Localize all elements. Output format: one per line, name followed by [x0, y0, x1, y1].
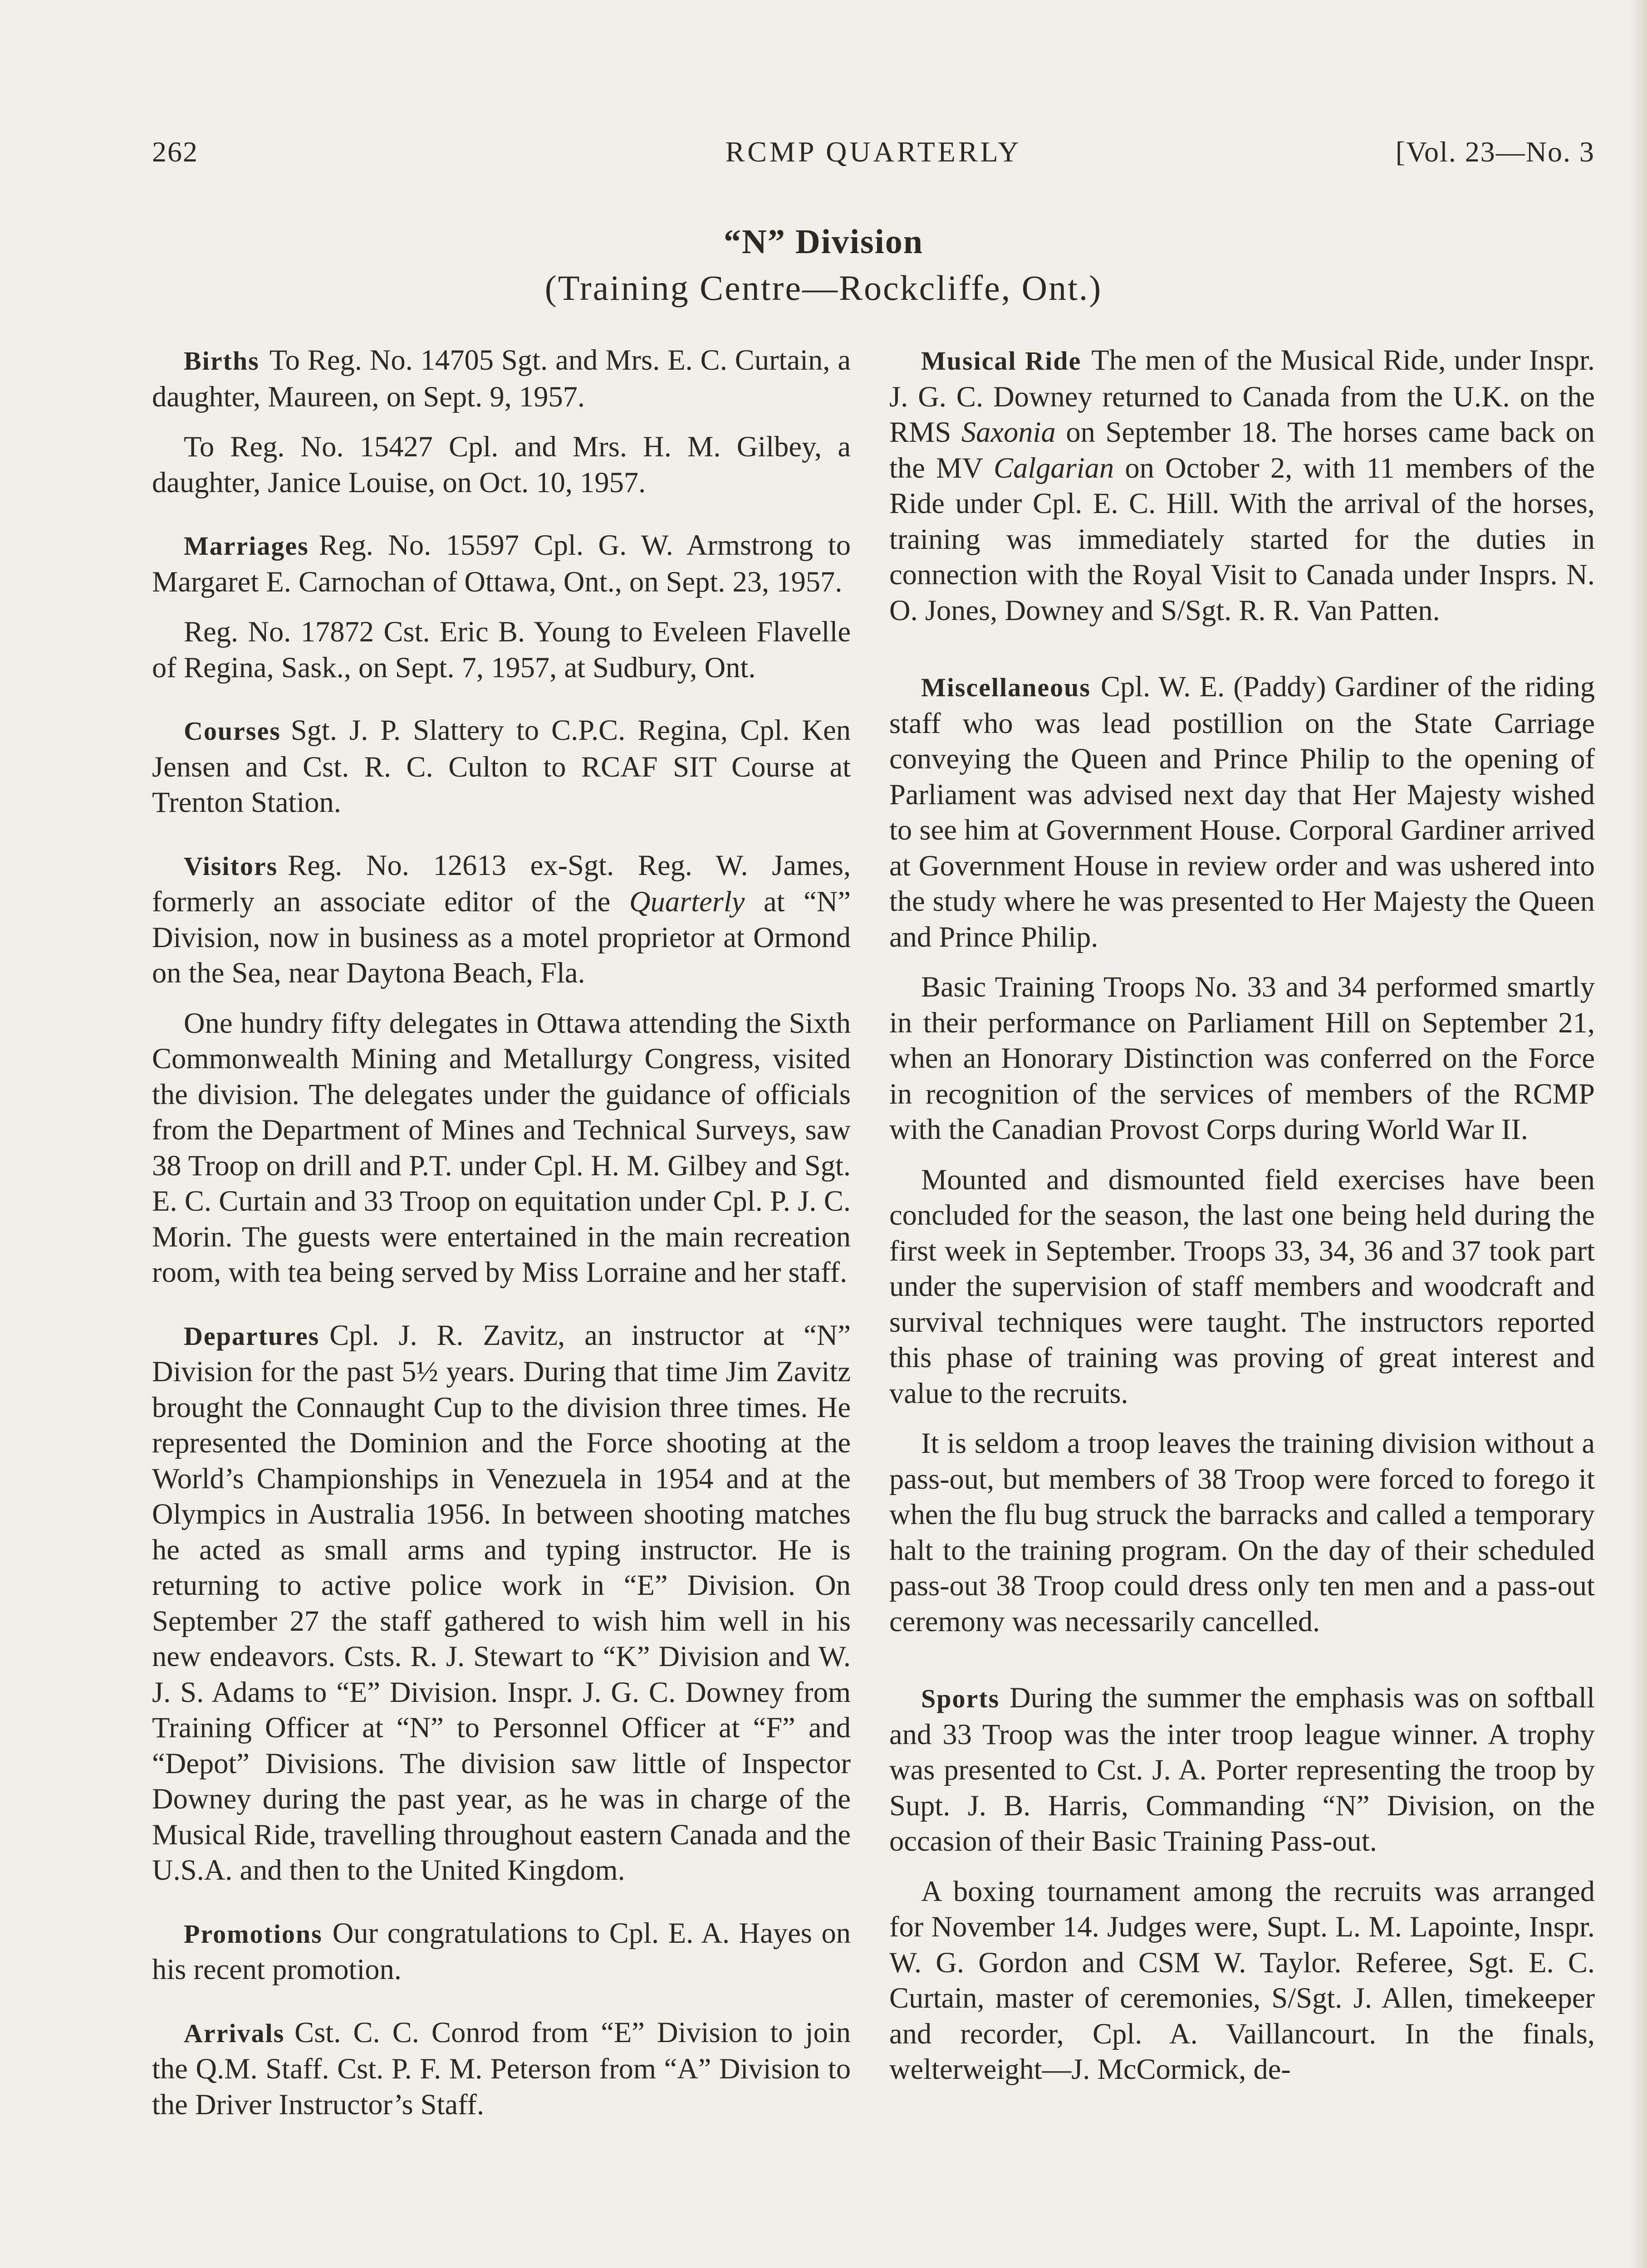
section-heading-courses: Courses: [184, 716, 281, 746]
journal-title: RCMP QUARTERLY: [725, 136, 1022, 168]
running-header: [152, 135, 1595, 176]
section-heading-musical-ride: Musical Ride: [921, 346, 1082, 376]
arrivals-paragraph: Arrivals Cst. C. C. Conrod from “E” Division to join the Q.M. Staff. Cst. P. F. M. Peterson from “A” Division to the Driver Instructor’s Staff.: [152, 2016, 851, 2121]
volume-issue: [Vol. 23—No. 3: [1395, 136, 1595, 168]
visitors-paragraph-2: One hundry fifty delegates in Ottawa attending the Sixth Commonwealth Mining and Metallurgy Congress, visited the division. The delegates under the guidance of officials from the Department of Mines and Technical Surveys, saw 38 Troop on drill and P.T. under Cpl. H. M. Gilbey and Sgt. E. C. Curtain and 33 Troop on equitation under Cpl. P. J. C. Morin. The guests were entertained in the main recreation room, with tea being served by Miss Lorraine and her staff.: [152, 1007, 851, 1288]
births-paragraph-1: Births To Reg. No. 14705 Sgt. and Mrs. E. C. Curtain, a daughter, Maureen, on Sept. 9, 1957.: [152, 344, 851, 413]
section-heading-miscellaneous: Miscellaneous: [921, 673, 1091, 702]
miscellaneous-paragraph-3: Mounted and dismounted field exercises have been concluded for the season, the last one being held during the first week in September. Troops 33, 34, 36 and 37 took part under the supervision of staff members and woodcraft and survival techniques were taught. The instructors reported this phase of training was proving of great interest and value to the recruits.: [889, 1163, 1595, 1409]
departures-paragraph: Departures Cpl. J. R. Zavitz, an instructor at “N” Division for the past 5½ years. During that time Jim Zavitz brought the Connaught Cup to the division three times. He represented the Dominion and the Force shooting at the World’s Championships in Venezuela in 1954 and at the Olympics in Australia 1956. In between shooting matches he acted as small arms and typing instructor. He is returning to active police work in “E” Division. On September 27 the staff gathered to wish him well in his new endeavors. Csts. R. J. Stewart to “K” Division and W. J. S. Adams to “E” Division. Inspr. J. G. C. Downey from Training Officer at “N” to Personnel Officer at “F” and “Depot” Divisions. The division saw little of Inspector Downey during the past year, as he was in charge of the Musical Ride, travelling throughout eastern Canada and the U.S.A. and then to the United Kingdom.: [152, 1319, 851, 1886]
sports-paragraph-2: A boxing tournament among the recruits was arranged for November 14. Judges were, Supt. L. M. Lapointe, Inspr. W. G. Gordon and CSM W. Taylor. Referee, Sgt. E. C. Curtain, master of ceremonies, S/Sgt. J. Allen, timekeeper and recorder, Cpl. A. Vaillancourt. In the finals, welterweight—J. McCormick, de-: [889, 1875, 1595, 2085]
miscellaneous-paragraph-2: Basic Training Troops No. 33 and 34 performed smartly in their performance on Parliament Hill on September 21, when an Honorary Distinction was conferred on the Force in recognition of the services of members of the RCMP with the Canadian Provost Corps during World War II.: [889, 971, 1595, 1145]
promotions-paragraph: Promotions Our congratulations to Cpl. E. A. Hayes on his recent promotion.: [152, 1916, 851, 1985]
left-column: [152, 342, 851, 2122]
section-heading-births: Births: [184, 346, 260, 376]
section-heading-promotions: Promotions: [184, 1919, 323, 1949]
section-heading-visitors: Visitors: [184, 851, 278, 881]
miscellaneous-paragraph-1: Miscellaneous Cpl. W. E. (Paddy) Gardiner of the riding staff who was lead postillion on the State Carriage conveying the Queen and Prince Philip to the opening of Parliament was advised next day that Her Majesty wished to see him at Government House. Corporal Gardiner arrived at Government House in review order and was ushered into the study where he was presented to Her Majesty the Queen and Prince Philip.: [889, 670, 1595, 953]
musical-ride-paragraph: Musical Ride The men of the Musical Ride, under Inspr. J. G. C. Downey returned to Canada from the U.K. on the RMS Saxonia on September 18. The horses came back on the MV Calgarian on October 2, with 11 members of the Ride under Cpl. E. C. Hill. With the arrival of the horses, training was immediately started for the duties in connection with the Royal Visit to Canada under Insprs. N. O. Jones, Downey and S/Sgt. R. R. Van Patten.: [889, 344, 1595, 626]
division-title: “N” Division: [724, 223, 923, 261]
page-edge-shadow: [1629, 0, 1647, 2268]
sports-paragraph-1: Sports During the summer the emphasis was on softball and 33 Troop was the inter troop league winner. A trophy was presented to Cst. J. A. Porter representing the troop by Supt. J. B. Harris, Commanding “N” Division, on the occasion of their Basic Training Pass-out.: [889, 1681, 1595, 1857]
miscellaneous-paragraph-4: It is seldom a troop leaves the training division without a pass-out, but members of 38 Troop were forced to forego it when the flu bug struck the barracks and called a temporary halt to the training program. On the day of their scheduled pass-out 38 Troop could dress only ten men and a pass-out ceremony was necessarily cancelled.: [889, 1427, 1595, 1637]
section-heading-marriages: Marriages: [184, 531, 309, 561]
page-number: 262: [152, 136, 198, 168]
section-heading-departures: Departures: [184, 1321, 320, 1351]
section-heading-sports: Sports: [921, 1684, 1000, 1713]
marriages-paragraph-1: Marriages Reg. No. 15597 Cpl. G. W. Armstrong to Margaret E. Carnochan of Ottawa, Ont., on Sept. 23, 1957.: [152, 529, 851, 598]
courses-paragraph: Courses Sgt. J. P. Slattery to C.P.C. Regina, Cpl. Ken Jensen and Cst. R. C. Culton to RCAF SIT Course at Trenton Station.: [152, 714, 851, 818]
marriages-paragraph-2: Reg. No. 17872 Cst. Eric B. Young to Eveleen Flavelle of Regina, Sask., on Sept. 7, 1957, at Sudbury, Ont.: [152, 616, 851, 684]
right-column: [889, 342, 1595, 2087]
births-paragraph-2: To Reg. No. 15427 Cpl. and Mrs. H. M. Gilbey, a daughter, Janice Louise, on Oct. 10, 1957.: [152, 430, 851, 499]
visitors-paragraph-1: Visitors Reg. No. 12613 ex-Sgt. Reg. W. James, formerly an associate editor of the Quarterly at “N” Division, now in business as a motel proprietor at Ormond on the Sea, near Daytona Beach, Fla.: [152, 849, 851, 989]
division-subtitle: (Training Centre—Rockcliffe, Ont.): [544, 268, 1103, 308]
section-heading-arrivals: Arrivals: [184, 2018, 285, 2048]
